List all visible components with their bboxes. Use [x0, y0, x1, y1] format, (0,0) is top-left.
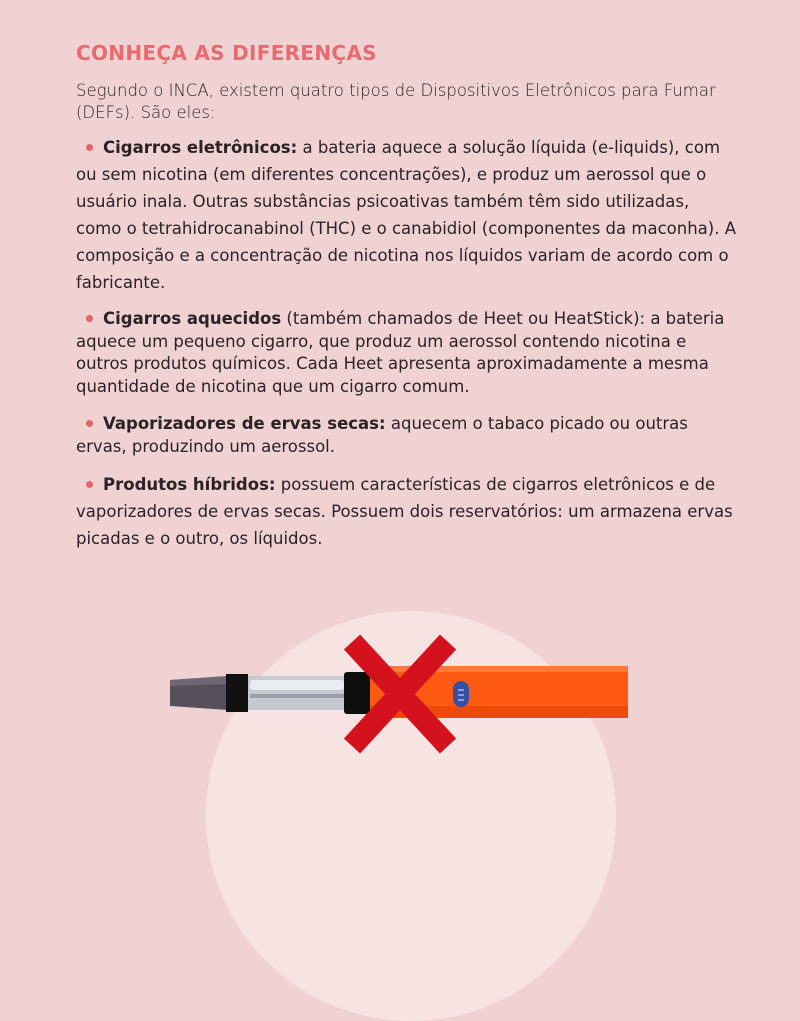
- item-term: Cigarros eletrônicos:: [103, 138, 298, 157]
- item-term: Vaporizadores de ervas secas:: [103, 414, 386, 433]
- intro-text: Segundo o INCA, existem quatro tipos de Dispositivos Eletrônicos para Fumar (DEFs). São eles:: [76, 81, 716, 122]
- page-title: CONHEÇA AS DIFERENÇAS: [76, 41, 377, 65]
- item-text: aquecem o tabaco picado ou outras ervas, produzindo um aerossol.: [76, 414, 688, 456]
- item-term: Produtos híbridos:: [103, 475, 276, 494]
- item-term: Cigarros aquecidos: [103, 309, 282, 328]
- item-text: a bateria aquece a solução líquida (e-liquids), com ou sem nicotina (em diferentes concentrações), e produz um aerossol que o usuário inala. Outras substâncias psicoativas também têm sido utilizadas, como o tetrahidrocanabinol (THC) e o canabidiol (componentes da maconha). A composição e a concentração de nicotina nos líquidos variam de acordo com o fabricante.: [76, 138, 736, 292]
- item-text: (também chamados de Heet ou HeatStick): a bateria aquece um pequeno cigarro, que produz um aerossol contendo nicotina e outros produtos químicos. Cada Heet apresenta aproximadamente a mesma quantidade de nicotina que um cigarro comum.: [76, 309, 725, 396]
- item-text: possuem características de cigarros eletrônicos e de vaporizadores de ervas secas. Possuem dois reservatórios: um armazena ervas picadas e o outro, os líquidos.: [76, 475, 733, 548]
